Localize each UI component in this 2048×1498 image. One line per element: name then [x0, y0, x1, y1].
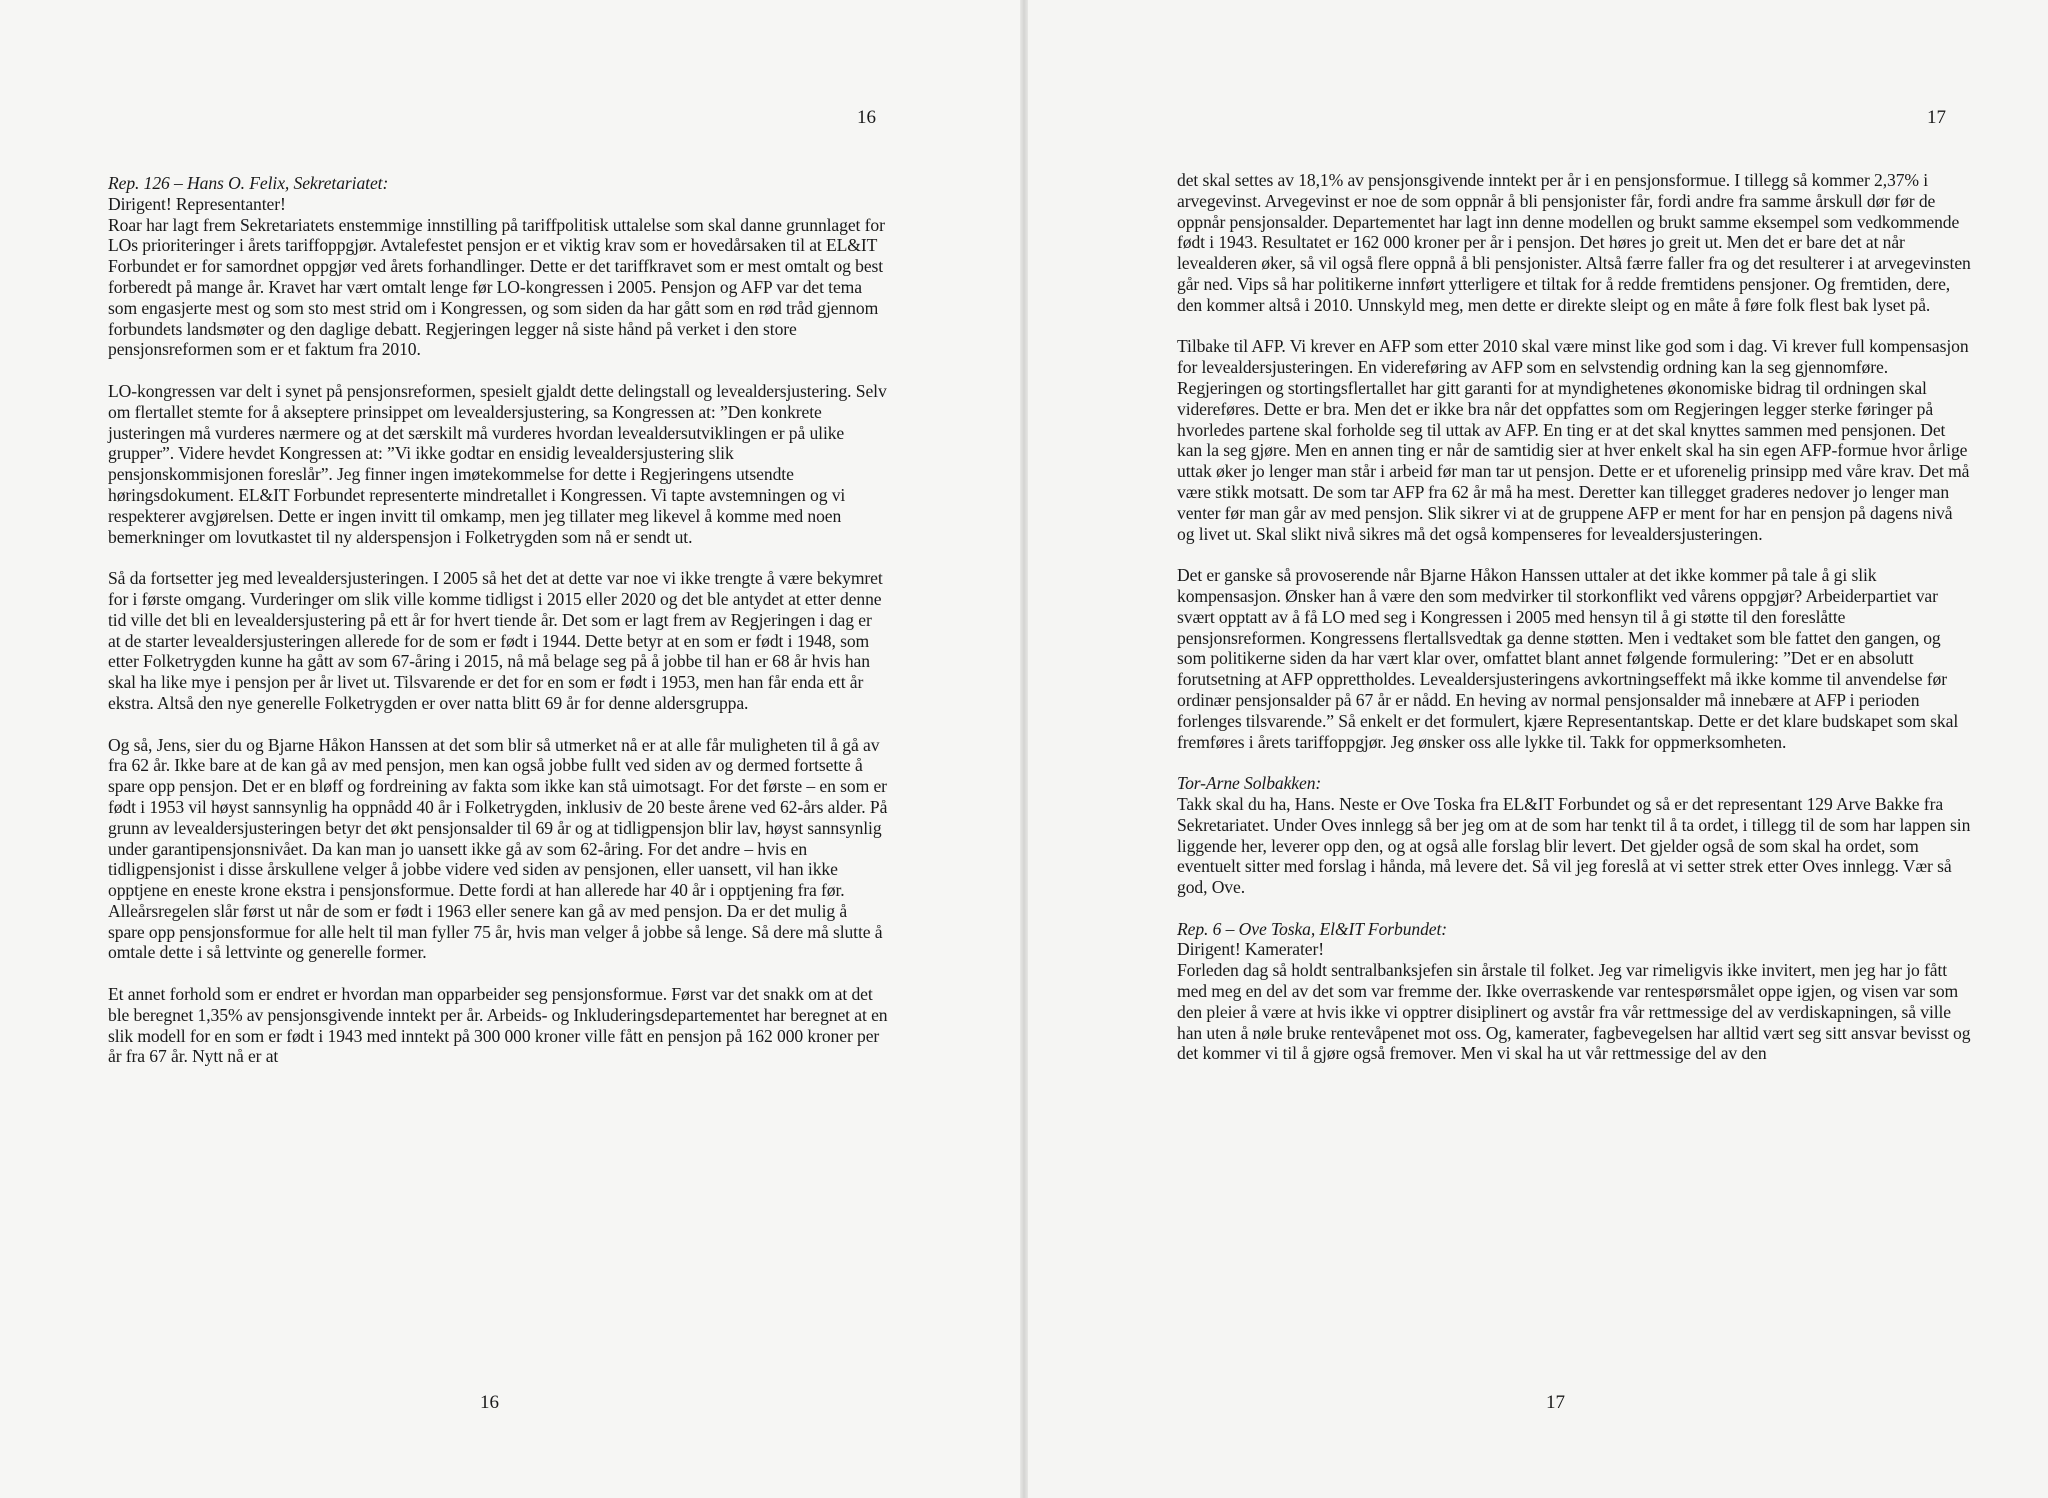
- paragraph: Så da fortsetter jeg med levealdersjusteringen. I 2005 så het det at dette var noe vi ikke trengte å være bekymret for i første omgang. Vurderinger om slik ville komme tidligst i 2015 eller 2020 og det ble antydet at etter denne tid ville det bli en levealdersjustering på ett år for hvert tiende år. Det som er lagt frem av Regjeringen i dag er at de starter levealdersjusteringen allerede for de som er født i 1944. Dette betyr at en som er født i 1948, som etter Folketrygden kunne ha gått av som 67-åring i 2015, nå må belage seg på å jobbe til han er 68 år hvis han skal ha like mye i pensjon per år livet ut. Tilsvarende er det for en som er født i 1953, men han får enda ett år ekstra. Altså den nye generelle Folketrygden er over natta blitt 69 år for denne aldersgruppa.: [108, 568, 883, 713]
- page-number-bottom: 16: [480, 1392, 499, 1413]
- paragraph: Roar har lagt frem Sekretariatets enstemmige innstilling på tariffpolitisk uttalelse som skal danne grunnlaget for LOs prioriteringer i årets tariffoppgjør. Avtalefestet pensjon er et viktig krav som er hovedårsaken til at EL&IT Forbundet er for samordnet oppgjør ved årets forhandlinger. Dette er det tariffkravet som er mest omtalt og best forberedt på mange år. Kravet har vært omtalt lenge før LO-kongressen i 2005. Pensjon og AFP var det tema som engasjerte mest og som sto mest strid om i Kongressen, og som siden da har gått som en rød tråd gjennom forbundets landsmøter og den daglige debatt. Regjeringen legger nå siste hånd på verket i den store pensjonsreformen som er et faktum fra 2010.: [108, 214, 885, 360]
- paragraph: Det er ganske så provoserende når Bjarne Håkon Hanssen uttaler at det ikke kommer på tale å gi slik kompensasjon. Ønsker han å være den som medvirker til storkonflikt ved vårens oppgjør? Arbeiderpartiet var svært opptatt av å få LO med seg i Kongressen i 2005 med hensyn til å gi støtte til den foreslåtte pensjonsreformen. Kongressens flertallsvedtak ga denne støtten. Men i vedtaket som ble fattet den gangen, og som politikerne siden da har vært klar over, omfattet blant annet følgende formulering: ”Det er en absolutt forutsetning at AFP opprettholdes. Levealdersjusteringens avkortningseffekt må ikke komme til anvendelse før ordinær pensjonsalder på 67 år er nådd. En heving av normal pensjonsalder må innebære at AFP i perioden forlenges tilsvarende.” Så enkelt er det formulert, kjære Representantskap. Dette er det klare budskapet som skal fremføres i årets tariffoppgjør. Jeg ønsker oss alle lykke til. Takk for oppmerksomheten.: [1177, 565, 1959, 752]
- speech-block: [1177, 919, 1972, 1065]
- paragraph: LO-kongressen var delt i synet på pensjonsreformen, spesielt gjaldt dette delingstall og levealdersjustering. Selv om flertallet stemte for å akseptere prinsippet om levealdersjustering, sa Kongressen at: ”Den konkrete justeringen må vurderes nærmere og at det særskilt må vurderes hvordan levealdersutviklingen er på ulike grupper”. Videre hevdet Kongressen at: ”Vi ikke godtar en ensidig levealdersjustering slik pensjonskommisjonen foreslår”. Jeg finner ingen imøtekommelse for dette i Regjeringens utsendte høringsdokument. EL&IT Forbundet representerte mindretallet i Kongressen. Vi tapte avstemningen og vi respekterer avgjørelsen. Dette er ingen invitt til omkamp, men jeg tillater meg likevel å komme med noen bemerkninger om lovutkastet til ny alderspensjon i Folketrygden som nå er sendt ut.: [108, 380, 887, 547]
- greeting: Dirigent! Kamerater!: [1177, 939, 1324, 960]
- paragraph: Tilbake til AFP. Vi krever en AFP som etter 2010 skal være minst like god som i dag. Vi krever full kompensasjon for levealdersjusteringen. En videreføring av AFP som en selvstendig ordning kan la seg gjennomføre. Regjeringen og stortingsflertallet har gitt garanti for at myndighetenes økonomiske bidrag til ordningen skal videreføres. Dette er bra. Men det er ikke bra når det oppfattes som om Regjeringen legger sterke føringer på hvorledes partene skal forholde seg til uttak av AFP. En ting er at det skal knyttes sammen med pensjonen. Det kan la seg gjøre. Men en annen ting er når de samtidig sier at hver enkelt skal ha sin egen AFP-formue hvor årlige uttak øker jo lenger man står i arbeid før man tar ut pensjon. Dette er et uforenelig prinsipp med våre krav. Det må være stikk motsatt. De som tar AFP fra 62 år må ha mest. Deretter kan tillegget graderes nedover jo lenger man venter før man går av med pensjon. Slik sikrer vi at de gruppene AFP er ment for har en pensjon på dagens nivå og livet ut. Skal slikt nivå sikres må det også kompenseres for levealdersjusteringen.: [1177, 336, 1970, 544]
- paragraph: Og så, Jens, sier du og Bjarne Håkon Hanssen at det som blir så utmerket nå er at alle får muligheten til å gå av fra 62 år. Ikke bare at de kan gå av med pensjon, men kan også jobbe fullt ved siden av og dermed fortsette å spare opp pensjon. Det er en bløff og fordreining av fakta som ikke kan stå uimotsagt. For det første – en som er født i 1953 vil høyst sannsynlig ha oppnådd 40 år i Folketrygden, inklusiv de 20 beste årene ved 62-års alder. På grunn av levealdersjusteringen betyr det økt pensjonsalder til 69 år og at tidligpensjon blir lav, høyst sannsynlig under garantipensjonsnivået. Da kan man jo uansett ikke gå av som 62-åring. For det andre – hvis en tidligpensjonist i disse årskullene velger å jobbe videre ved siden av pensjonen, eller uansett, vil han ikke opptjene en eneste krone ekstra i pensjonsformue. Dette fordi at han allerede har 40 år i opptjening fra før. Alleårsregelen slår først ut når de som er født i 1963 eller senere kan gå av med pensjon. Da er det mulig å spare opp pensjonsformue for alle helt til man fyller 75 år, hvis man velger å jobbe så lenge. Så dere må slutte å omtale dette i så lettvinte og generelle former.: [108, 734, 888, 963]
- speaker-heading: Rep. 126 – Hans O. Felix, Sekretariatet:: [108, 173, 389, 193]
- paragraph: det skal settes av 18,1% av pensjonsgivende inntekt per år i en pensjonsformue. I tillegg så kommer 2,37% i arvegevinst. Arvegevinst er noe de som oppnår å bli pensjonister får, fordi andre fra samme årskull dør før de oppnår pensjonsalder. Departementet har lagt inn denne modellen og brukt samme eksempel som vedkommende født i 1943. Resultatet er 162 000 kroner per år i pensjon. Det høres jo greit ut. Men det er bare det at når levealderen øker, så vil også flere oppnå å bli pensjonister. Altså færre faller fra og det resulterer i at arvegevinsten går ned. Vips så har politikerne innført ytterligere et tiltak for å redde fremtidens pensjoner. Og fremtiden, dere, den kommer altså i 2010. Unnskyld meg, men dette er direkte sleipt og en måte å føre folk flest bak lyset på.: [1177, 170, 1971, 315]
- book-gutter: [1020, 0, 1028, 1498]
- speaker-heading: Rep. 6 – Ove Toska, El&IT Forbundet:: [1177, 918, 1448, 939]
- page-number-top: 16: [857, 107, 876, 128]
- paragraph: Takk skal du ha, Hans. Neste er Ove Toska fra EL&IT Forbundet og så er det representant 129 Arve Bakke fra Sekretariatet. Under Oves innlegg så ber jeg om at de som har tenkt til å ta ordet, i tillegg til de som har lappen sin liggende her, leverer opp den, og at også alle forslag blir levert. Det gjelder også de som skal ha ordet, som eventuelt sitter med forslag i hånda, må levere det. Så vil jeg foreslå at vi setter strek etter Oves innlegg. Vær så god, Ove.: [1177, 793, 1971, 898]
- speech-block: [1177, 773, 1972, 898]
- speech-block: [108, 173, 888, 360]
- page-number-bottom: 17: [1546, 1392, 1565, 1413]
- greeting: Dirigent! Representanter!: [108, 193, 286, 214]
- paragraph: Et annet forhold som er endret er hvordan man opparbeider seg pensjonsformue. Først var det snakk om at det ble beregnet 1,35% av pensjonsgivende inntekt per år. Arbeids- og Inkluderingsdepartementet har beregnet at en slik modell for en som er født i 1943 med inntekt på 300 000 kroner ville fått en pensjon på 162 000 kroner per år fra 67 år. Nytt nå er at: [108, 984, 888, 1067]
- right-page-text: [1177, 170, 1972, 1085]
- speaker-heading: Tor-Arne Solbakken:: [1177, 773, 1322, 794]
- right-page: [1024, 0, 2048, 1498]
- page-number-top: 17: [1927, 107, 1946, 128]
- left-page-text: [108, 173, 888, 1088]
- paragraph: Forleden dag så holdt sentralbanksjefen sin årstale til folket. Jeg var rimeligvis ikke invitert, men jeg har jo fått med meg en del av det som var fremme der. Ikke overraskende var rentespørsmålet oppe igjen, og visen var som den pleier å være at hvis ikke vi opptrer disiplinert og avstår fra vår rettmessige del av verdiskapningen, så ville han uten å nøle bruke rentevåpenet mot oss. Og, kamerater, fagbevegelsen har alltid vært seg sitt ansvar bevisst og det kommer vi til å gjøre også fremover. Men vi skal ha ut vår rettmessige del av den: [1177, 960, 1971, 1064]
